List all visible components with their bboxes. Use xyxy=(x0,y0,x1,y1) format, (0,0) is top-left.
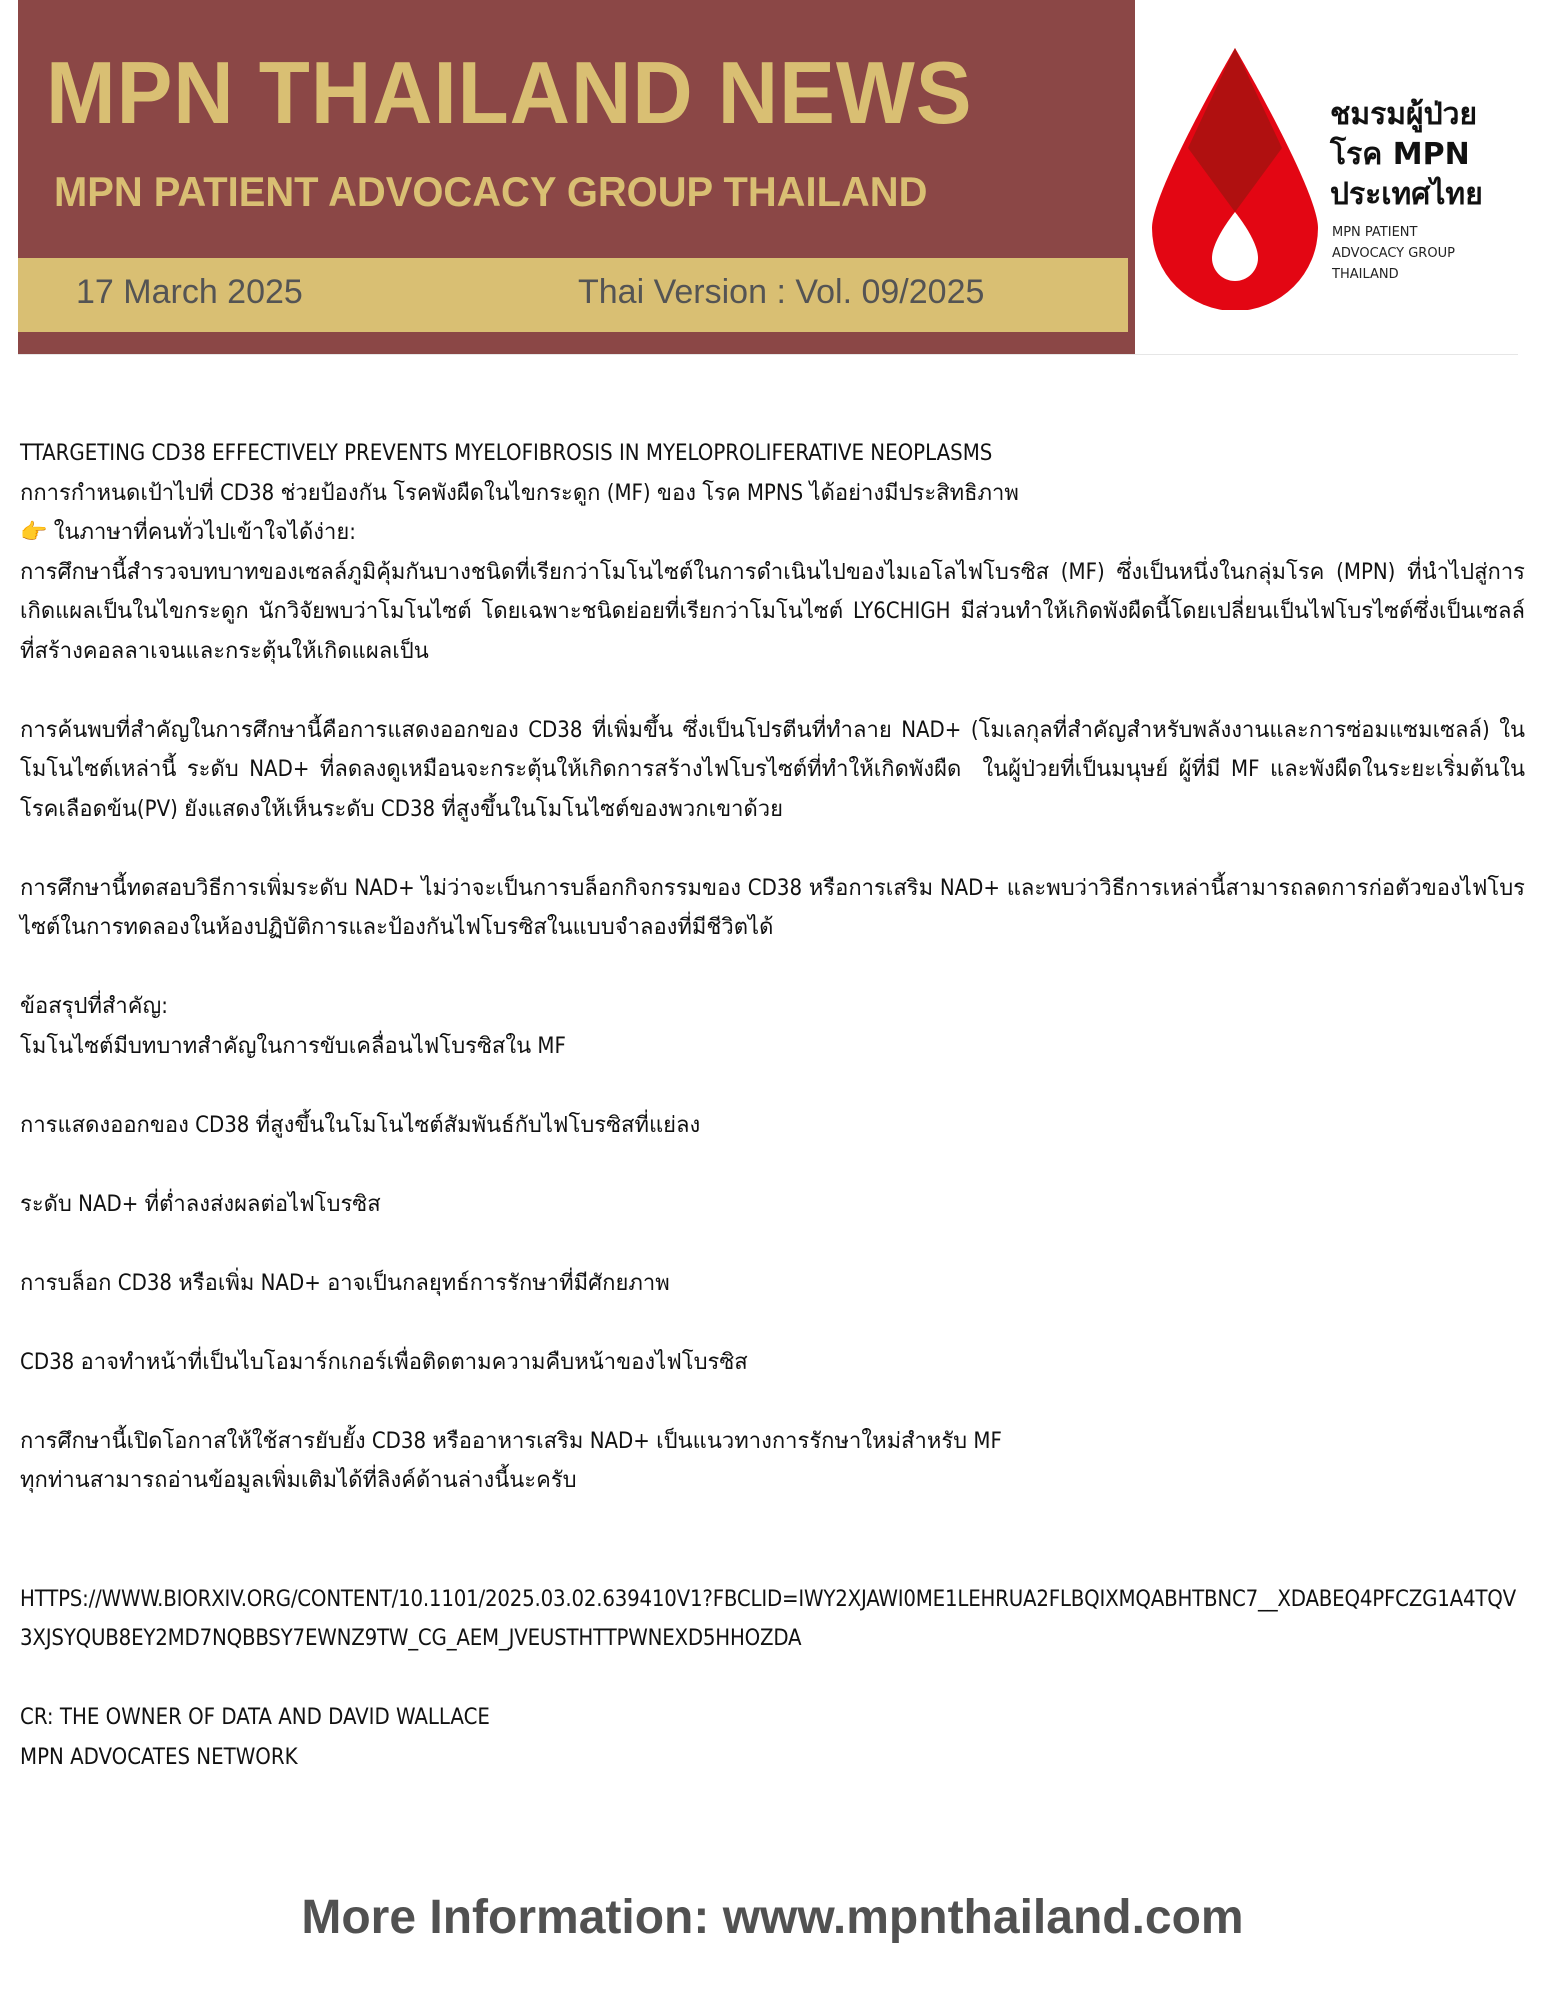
lay-summary-label: ในภาษาที่คนทั่วไปเข้าใจได้ง่าย: xyxy=(53,520,356,545)
conclusion-item: ระดับ NAD+ ที่ต่ำลงส่งผลต่อไฟโบรซิส xyxy=(20,1191,381,1217)
issue-date: 17 March 2025 xyxy=(76,273,303,311)
logo-thai-line: โรค MPN xyxy=(1330,137,1470,172)
read-more-note: ทุกท่านสามารถอ่านข้อมูลเพิ่มเติมได้ที่ลิงค์ด้านล่างนี้นะครับ xyxy=(20,1468,577,1493)
spacer xyxy=(20,1303,1525,1343)
spacer xyxy=(20,1066,1525,1106)
spacer xyxy=(20,948,1525,988)
conclusion-item: การบล็อก CD38 หรือเพิ่ม NAD+ อาจเป็นกลยุทธ์การรักษาที่มีศักยภาพ xyxy=(20,1270,670,1296)
logo-english-line: THAILAND xyxy=(1332,267,1399,282)
spacer xyxy=(20,1382,1525,1422)
organization-logo xyxy=(1140,0,1545,354)
logo-thai-name xyxy=(1330,95,1483,215)
logo-english-line: MPN PATIENT xyxy=(1332,225,1418,240)
network-line: MPN ADVOCATES NETWORK xyxy=(20,1744,298,1770)
header-divider xyxy=(18,354,1518,355)
conclusion-item: CD38 อาจทำหน้าที่เป็นไบโอมาร์กเกอร์เพื่อติดตามความคืบหน้าของไฟโบรซิส xyxy=(20,1349,748,1375)
logo-thai-line: ชมรมผู้ป่วย xyxy=(1330,97,1478,132)
header-banner xyxy=(18,0,1135,354)
spacer xyxy=(20,1224,1525,1264)
credit-line: CR: THE OWNER OF DATA AND DAVID WALLACE xyxy=(20,1705,490,1730)
newsletter-title: MPN THAILAND NEWS xyxy=(46,43,973,142)
issue-version: Thai Version : Vol. 09/2025 xyxy=(578,273,985,311)
article-title-thai: กการกำหนดเป้าไปที่ CD38 ช่วยป้องกัน โรคพังผืดในไขกระดูก (MF) ของ โรค MPNS ได้อย่างมีประสิทธิภาพ xyxy=(20,480,1019,506)
conclusion-item: การศึกษานี้เปิดโอกาสให้ใช้สารยับยั้ง CD38 หรืออาหารเสริม NAD+ เป็นแนวทางการรักษาใหม่สำหรับ MF xyxy=(20,1428,1002,1454)
article-title-english: TTARGETING CD38 EFFECTIVELY PREVENTS MYELOFIBROSIS IN MYELOPROLIFERATIVE NEOPLASMS xyxy=(20,441,993,466)
spacer xyxy=(20,1145,1525,1185)
pointing-hand-icon: 👉 xyxy=(20,520,48,545)
logo-english-name xyxy=(1332,222,1455,285)
issue-strip xyxy=(18,258,1128,332)
newsletter-subtitle: MPN PATIENT ADVOCACY GROUP THAILAND xyxy=(54,168,928,215)
source-link[interactable]: HTTPS://WWW.BIORXIV.ORG/CONTENT/10.1101/2025.03.02.639410V1?FBCLID=IWY2XJAWI0ME1LEHRUA2FLBQIXMQABHTBNC7__XDABEQ4PFCZG1A4TQV3XJSYQUB8EY2MD7NQBBSY7EWNZ9TW_CG_AEM_JVEUSTHTTPWNEXD5HHOZDA xyxy=(20,1586,1516,1651)
article-paragraph: การศึกษานี้สำรวจบทบาทของเซลล์ภูมิคุ้มกันบางชนิดที่เรียกว่าโมโนไซต์ในการดำเนินไปของไมเอโลไฟโบรซิส (MF) ซึ่งเป็นหนึ่งในกลุ่มโรค (MPN) ที่นำไปสู่การเกิดแผลเป็นในไขกระดูก นักวิจัยพบว่าโมโนไซต์ โดยเฉพาะชนิดย่อยที่เรียกว่าโมโนไซต์ LY6CHIGH มีส่วนทำให้เกิดพังผืดนี้โดยเปลี่ยนเป็นไฟโบรไซต์ซึ่งเป็นเซลล์ที่สร้างคอลลาเจนและกระตุ้นให้เกิดแผลเป็น xyxy=(20,559,1525,664)
blood-drop-icon xyxy=(1140,40,1330,310)
article-paragraph: การค้นพบที่สำคัญในการศึกษานี้คือการแสดงออกของ CD38 ที่เพิ่มขึ้น ซึ่งเป็นโปรตีนที่ทำลาย NAD+ (โมเลกุลที่สำคัญสำหรับพลังงานและการซ่อมแซมเซลล์) ในโมโนไซต์เหล่านี้ ระดับ NAD+ ที่ลดลงดูเหมือนจะกระตุ้นให้เกิดการสร้างไฟโบรไซต์ที่ทำให้เกิดพังผืด ในผู้ป่วยที่เป็นมนุษย์ ผู้ที่มี MF และพังผืดในระยะเริ่มต้นในโรคเลือดข้น(PV) ยังแสดงให้เห็นระดับ CD38 ที่สูงขึ้นในโมโนไซต์ของพวกเขาด้วย xyxy=(20,717,1525,822)
logo-english-line: ADVOCACY GROUP xyxy=(1332,246,1455,261)
logo-thai-line: ประเทศไทย xyxy=(1330,177,1483,212)
spacer xyxy=(20,829,1525,869)
lay-summary-intro xyxy=(20,513,1525,553)
article-body xyxy=(20,434,1525,1777)
conclusions-heading: ข้อสรุปที่สำคัญ: xyxy=(20,994,168,1019)
conclusion-item: โมโนไซต์มีบทบาทสำคัญในการขับเคลื่อนไฟโบรซิสใน MF xyxy=(20,1033,566,1059)
conclusion-item: การแสดงออกของ CD38 ที่สูงขึ้นในโมโนไซต์สัมพันธ์กับไฟโบรซิสที่แย่ลง xyxy=(20,1112,701,1138)
spacer xyxy=(20,671,1525,711)
more-information-link[interactable]: More Information: www.mpnthailand.com xyxy=(301,1891,1244,1944)
spacer xyxy=(20,1659,1525,1699)
article-paragraph: การศึกษานี้ทดสอบวิธีการเพิ่มระดับ NAD+ ไม่ว่าจะเป็นการบล็อกกิจกรรมของ CD38 หรือการเสริม NAD+ และพบว่าวิธีการเหล่านี้สามารถลดการก่อตัวของไฟโบรไซต์ในการทดลองในห้องปฏิบัติการและป้องกันไฟโบรซิสในแบบจำลองที่มีชีวิตได้ xyxy=(20,875,1525,940)
spacer xyxy=(20,1501,1525,1580)
